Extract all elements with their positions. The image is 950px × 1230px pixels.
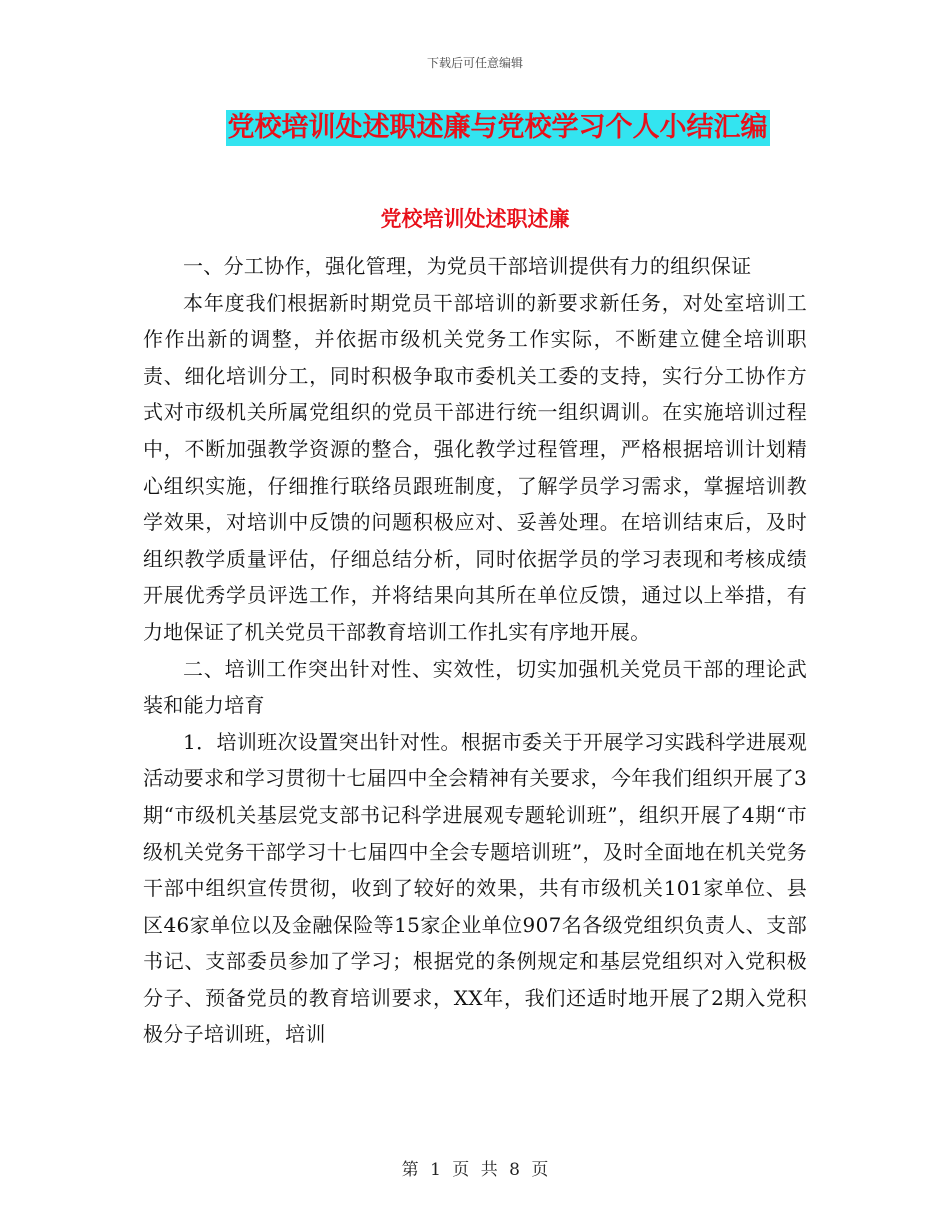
main-title-container <box>0 110 950 146</box>
main-title: 党校培训处述职述廉与党校学习个人小结汇编 <box>226 110 770 146</box>
paragraph: 一、分工协作，强化管理，为党员干部培训提供有力的组织保证 <box>183 254 752 278</box>
header-note: 下载后可任意编辑 <box>426 56 523 70</box>
paragraph: 二、培训工作突出针对性、实效性，切实加强机关党员干部的理论武装和能力培育 <box>143 656 807 718</box>
section-title: 党校培训处述职述廉 <box>380 206 570 231</box>
paragraph: 本年度我们根据新时期党员干部培训的新要求新任务，对处室培训工作作出新的调整，并依据市级机关党务工作实际，不断建立健全培训职责、细化培训分工，同时积极争取市委机关工委的支持，实行分工协作方式对市级机关所属党组织的党员干部进行统一组织调训。在实施培训过程中，不断加强教学资源的整合，强化教学过程管理，严格根据培训计划精心组织实施，仔细推行联络员跟班制度，了解学员学习需求，掌握培训教学效果，对培训中反馈的问题积极应对、妥善处理。在培训结束后，及时组织教学质量评估，仔细总结分析，同时依据学员的学习表现和考核成绩开展优秀学员评选工作，并将结果向其所在单位反馈，通过以上举措，有力地保证了机关党员干部教育培训工作扎实有序地开展。 <box>143 290 807 644</box>
document-body <box>143 248 807 1053</box>
paragraph: 1．培训班次设置突出针对性。根据市委关于开展学习实践科学进展观活动要求和学习贯彻十七届四中全会精神有关要求，今年我们组织开展了3期“市级机关基层党支部书记科学进展观专题轮训班”，组织开展了4期“市级机关党务干部学习十七届四中全会专题培训班”，及时全面地在机关党务干部中组织宣传贯彻，收到了较好的效果，共有市级机关101家单位、县区46家单位以及金融保险等15家企业单位907名各级党组织负责人、支部书记、支部委员参加了学习；根据党的条例规定和基层党组织对入党积极分子、预备党员的教育培训要求，XX年，我们还适时地开展了2期入党积极分子培训班，培训 <box>143 729 807 1047</box>
page-footer: 第 1 页 共 8 页 <box>401 1160 549 1180</box>
